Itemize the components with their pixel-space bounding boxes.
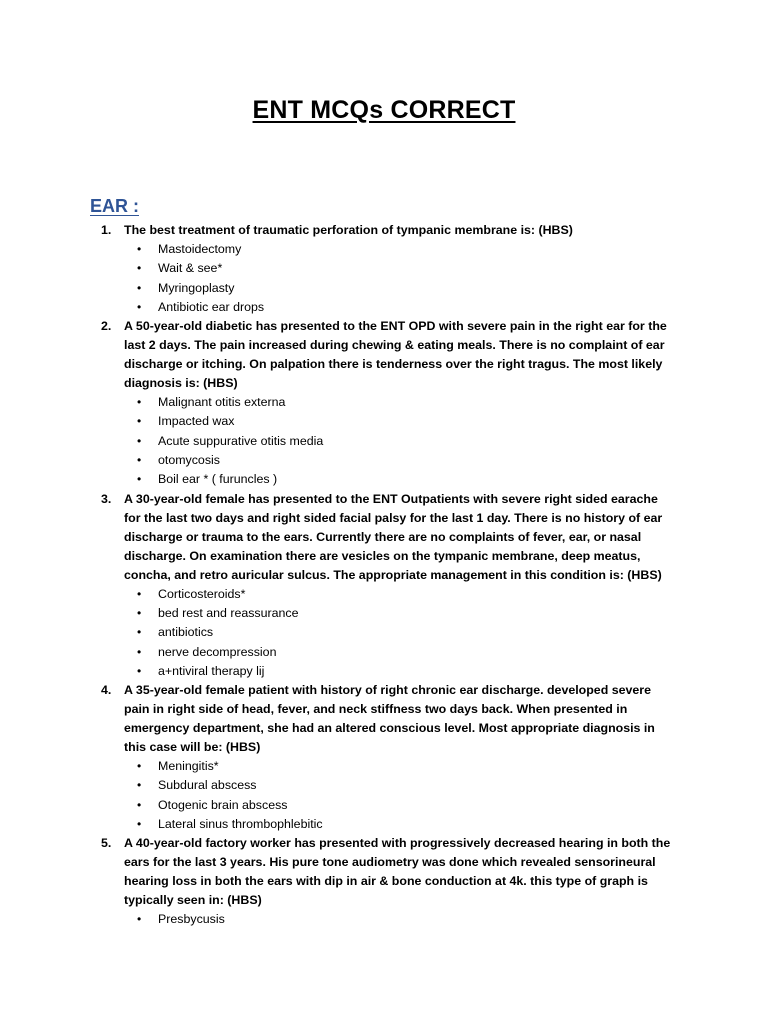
option-text: Myringoplasty [158, 280, 235, 295]
option-item [137, 279, 768, 298]
bullet-icon: • [137, 912, 142, 927]
bullet-icon: • [137, 797, 142, 812]
question-body: A 30-year-old female has presented to the ENT Outpatients with severe right sided earache for the last two days and right sided facial palsy for the last 1 day. There is no history of ear discharge or trauma to the ears. Currently there are no complaints of fever, ear, or nasal discharge. On examination there are vesicles on the tympanic membrane, deep meatus, concha, and retro auricular sulcus. The appropriate management in this condition is: (HBS) [124, 491, 663, 582]
option-text: Subdural abscess [158, 778, 257, 793]
question-text [101, 221, 676, 240]
question-text [101, 490, 676, 585]
option-item [137, 412, 768, 431]
option-text: Wait & see* [158, 261, 223, 276]
bullet-icon: • [137, 817, 142, 832]
option-item [137, 470, 768, 489]
option-text: Mastoidectomy [158, 242, 242, 256]
option-text: Presbycusis [158, 912, 225, 927]
option-item [137, 451, 768, 470]
bullet-icon: • [137, 414, 142, 429]
option-item [137, 298, 768, 317]
question-body: A 40-year-old factory worker has presented with progressively decreased hearing in both the ears for the last 3 years. His pure tone audiometry was done which revealed sensorineural hearing loss in both the ears with dip in air & bone conduction at 4k. this type of graph is typically seen in: (HBS) [124, 836, 671, 908]
question-body: A 35-year-old female patient with history of right chronic ear discharge. developed severe pain in right side of head, fever, and neck stiffness two days back. When presented in emergency department, she had an altered conscious level. Most appropriate diagnosis in this case will be: (HBS) [124, 683, 655, 755]
bullet-icon: • [137, 586, 142, 601]
question-text [101, 681, 676, 757]
question-item [0, 681, 768, 834]
option-text: Meningitis* [158, 759, 219, 774]
question-list [0, 221, 768, 930]
bullet-icon: • [137, 280, 142, 295]
option-text: a+ntiviral therapy lij [158, 663, 265, 678]
bullet-icon: • [137, 261, 142, 276]
bullet-icon: • [137, 605, 142, 620]
question-number: 2. [101, 319, 112, 334]
option-text: Lateral sinus thrombophlebitic [158, 817, 323, 832]
option-item [137, 815, 768, 834]
bullet-icon: • [137, 644, 142, 659]
option-item [137, 643, 768, 662]
option-text: otomycosis [158, 453, 220, 468]
option-text: bed rest and reassurance [158, 605, 299, 620]
question-item [0, 490, 768, 681]
question-number: 4. [101, 683, 112, 698]
bullet-icon: • [137, 453, 142, 468]
section-heading-ear: EAR : [90, 196, 139, 216]
option-list [0, 240, 768, 317]
option-list [0, 393, 768, 489]
option-text: nerve decompression [158, 644, 277, 659]
bullet-icon: • [137, 759, 142, 774]
question-number: 3. [101, 491, 112, 506]
option-text: Acute suppurative otitis media [158, 433, 324, 448]
option-item [137, 757, 768, 776]
question-text [101, 834, 676, 910]
option-item [137, 776, 768, 795]
question-item [0, 317, 768, 489]
bullet-icon: • [137, 242, 142, 256]
option-text: antibiotics [158, 625, 214, 640]
question-item [0, 221, 768, 317]
bullet-icon: • [137, 663, 142, 678]
option-item [137, 240, 768, 259]
option-list [0, 757, 768, 834]
option-item [137, 432, 768, 451]
option-text: Corticosteroids* [158, 586, 246, 601]
question-body: A 50-year-old diabetic has presented to the ENT OPD with severe pain in the right ear for the last 2 days. The pain increased during chewing & eating meals. There is no complaint of ear discharge or itching. On palpation there is tenderness over the right tragus. The most likely diagnosis is: (HBS) [124, 319, 667, 391]
document-title: ENT MCQs CORRECT [252, 96, 516, 124]
bullet-icon: • [137, 299, 142, 314]
option-item [137, 796, 768, 815]
question-text [101, 317, 676, 393]
option-item [137, 623, 768, 642]
bullet-icon: • [137, 395, 142, 410]
option-list [0, 585, 768, 681]
question-body: The best treatment of traumatic perforation of tympanic membrane is: (HBS) [124, 223, 573, 237]
option-text: Malignant otitis externa [158, 395, 286, 410]
option-item [137, 604, 768, 623]
option-item [137, 585, 768, 604]
option-item [137, 393, 768, 412]
option-list [0, 910, 768, 929]
bullet-icon: • [137, 625, 142, 640]
option-item [137, 259, 768, 278]
question-number: 1. [101, 223, 112, 237]
bullet-icon: • [137, 433, 142, 448]
option-item [137, 910, 768, 929]
option-text: Otogenic brain abscess [158, 797, 288, 812]
option-item [137, 662, 768, 681]
bullet-icon: • [137, 472, 142, 487]
option-text: Impacted wax [158, 414, 235, 429]
bullet-icon: • [137, 778, 142, 793]
option-text: Boil ear * ( furuncles ) [158, 472, 278, 487]
option-text: Antibiotic ear drops [158, 299, 265, 314]
question-number: 5. [101, 836, 112, 851]
question-item [0, 834, 768, 929]
